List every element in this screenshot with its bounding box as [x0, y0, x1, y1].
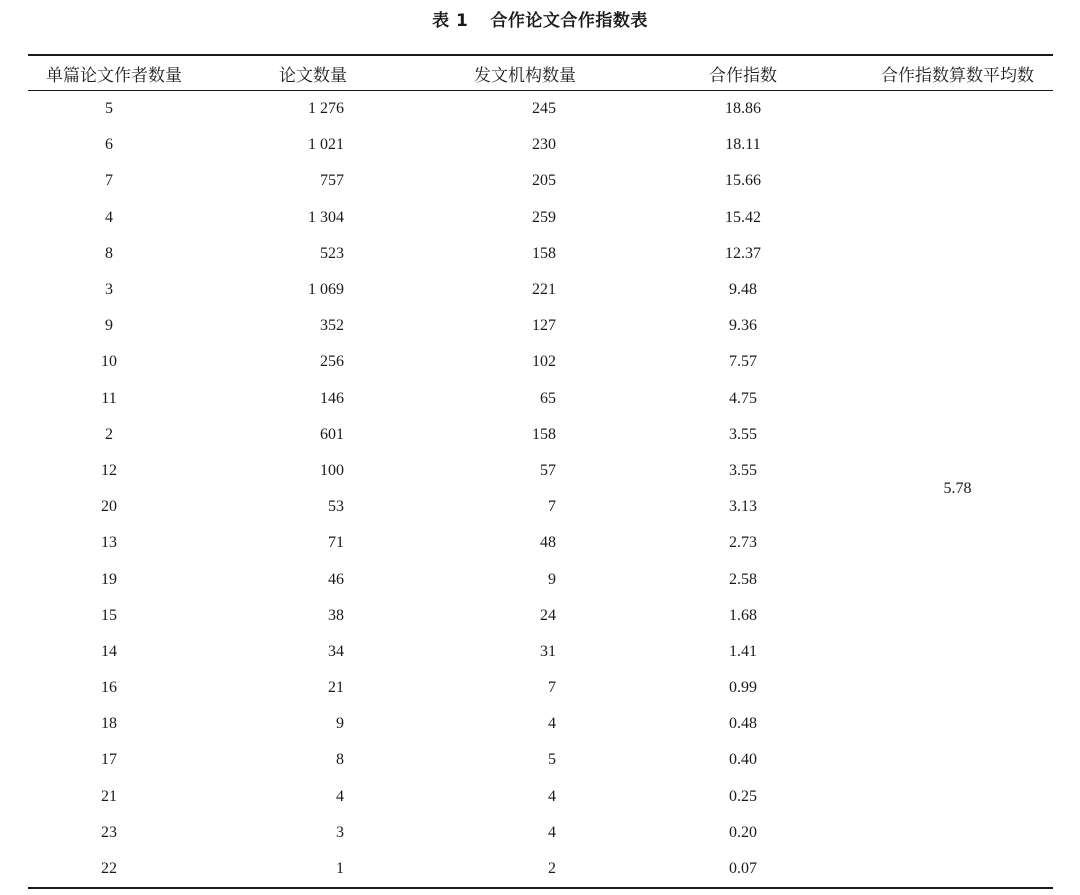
cell-cooperation-index: 9.36 — [729, 317, 757, 335]
cell-authors-per-paper: 21 — [101, 787, 117, 805]
cell-authors-per-paper: 18 — [101, 715, 117, 733]
cell-paper-count: 3 — [336, 823, 344, 841]
cell-paper-count: 100 — [320, 461, 344, 479]
cell-institution-count: 65 — [540, 389, 556, 407]
cell-institution-count: 127 — [532, 317, 556, 335]
cell-institution-count: 158 — [532, 244, 556, 262]
cell-institution-count: 57 — [540, 461, 556, 479]
header-index-mean: 合作指数算数平均数 — [862, 55, 1053, 91]
cell-institution-count: 5 — [548, 751, 556, 769]
cell-institution-count: 2 — [548, 860, 556, 878]
cell-cooperation-index: 3.55 — [729, 461, 757, 479]
table-header — [28, 55, 1053, 91]
header-paper-count: 论文数量 — [200, 55, 426, 91]
cell-authors-per-paper: 19 — [101, 570, 117, 588]
cell-institution-count: 7 — [548, 679, 556, 697]
cell-institution-count: 31 — [540, 642, 556, 660]
cell-cooperation-index: 4.75 — [729, 389, 757, 407]
cell-cooperation-index: 3.13 — [729, 498, 757, 516]
cell-paper-count: 523 — [320, 244, 344, 262]
cell-cooperation-index: 0.48 — [729, 715, 757, 733]
cell-institution-count: 48 — [540, 534, 556, 552]
cell-paper-count: 1 069 — [308, 281, 344, 299]
cell-cooperation-index: 1.68 — [729, 606, 757, 624]
cell-cooperation-index: 12.37 — [725, 244, 761, 262]
header-institution-count: 发文机构数量 — [426, 55, 624, 91]
table-body — [28, 91, 1053, 889]
table-row — [28, 91, 1053, 128]
cell-authors-per-paper: 23 — [101, 823, 117, 841]
cell-authors-per-paper: 7 — [105, 172, 113, 190]
cell-paper-count: 38 — [328, 606, 344, 624]
cell-institution-count: 4 — [548, 715, 556, 733]
cell-institution-count: 24 — [540, 606, 556, 624]
cell-authors-per-paper: 2 — [105, 425, 113, 443]
cell-paper-count: 21 — [328, 679, 344, 697]
cell-paper-count: 352 — [320, 317, 344, 335]
cell-authors-per-paper: 3 — [105, 281, 113, 299]
cell-cooperation-index: 0.07 — [729, 860, 757, 878]
cell-cooperation-index: 1.41 — [729, 642, 757, 660]
cell-paper-count: 146 — [320, 389, 344, 407]
cell-cooperation-index: 2.73 — [729, 534, 757, 552]
cell-cooperation-index: 18.86 — [725, 100, 761, 118]
cell-authors-per-paper: 9 — [105, 317, 113, 335]
header-row — [28, 55, 1053, 91]
cell-authors-per-paper: 12 — [101, 461, 117, 479]
cell-institution-count: 4 — [548, 823, 556, 841]
cell-cooperation-index: 9.48 — [729, 281, 757, 299]
table-number: 表 1 — [432, 11, 469, 31]
cell-cooperation-index: 18.11 — [725, 136, 761, 154]
cell-authors-per-paper: 14 — [101, 642, 117, 660]
cell-institution-count: 102 — [532, 353, 556, 371]
header-cooperation-index: 合作指数 — [624, 55, 862, 91]
cell-institution-count: 7 — [548, 498, 556, 516]
cell-paper-count: 601 — [320, 425, 344, 443]
cell-institution-count: 221 — [532, 281, 556, 299]
cell-authors-per-paper: 22 — [101, 860, 117, 878]
cell-paper-count: 4 — [336, 787, 344, 805]
cell-institution-count: 158 — [532, 425, 556, 443]
cell-authors-per-paper: 15 — [101, 606, 117, 624]
cell-paper-count: 1 021 — [308, 136, 344, 154]
cell-cooperation-index: 0.99 — [729, 679, 757, 697]
cell-authors-per-paper: 20 — [101, 498, 117, 516]
cell-authors-per-paper: 11 — [101, 389, 117, 407]
cell-cooperation-index: 15.66 — [725, 172, 761, 190]
cell-paper-count: 46 — [328, 570, 344, 588]
cell-index-mean: 5.78 — [943, 480, 972, 498]
cell-authors-per-paper: 13 — [101, 534, 117, 552]
cell-institution-count: 4 — [548, 787, 556, 805]
cell-paper-count: 256 — [320, 353, 344, 371]
cell-paper-count: 1 276 — [308, 100, 344, 118]
table-caption — [0, 8, 1080, 34]
cell-authors-per-paper: 10 — [101, 353, 117, 371]
cell-authors-per-paper: 5 — [105, 100, 113, 118]
cell-cooperation-index: 2.58 — [729, 570, 757, 588]
cell-cooperation-index: 3.55 — [729, 425, 757, 443]
cell-authors-per-paper: 6 — [105, 136, 113, 154]
cell-paper-count: 1 304 — [308, 208, 344, 226]
cell-institution-count: 205 — [532, 172, 556, 190]
cell-paper-count: 1 — [336, 860, 344, 878]
cell-cooperation-index: 0.25 — [729, 787, 757, 805]
cell-institution-count: 230 — [532, 136, 556, 154]
cooperation-index-table — [28, 54, 1053, 889]
cell-paper-count: 71 — [328, 534, 344, 552]
cell-paper-count: 757 — [320, 172, 344, 190]
cell-authors-per-paper: 16 — [101, 679, 117, 697]
cell-institution-count: 245 — [532, 100, 556, 118]
cell-institution-count: 259 — [532, 208, 556, 226]
cell-paper-count: 34 — [328, 642, 344, 660]
cell-cooperation-index: 7.57 — [729, 353, 757, 371]
cell-paper-count: 8 — [336, 751, 344, 769]
table-title: 合作论文合作指数表 — [490, 11, 648, 31]
cell-authors-per-paper: 8 — [105, 244, 113, 262]
cell-institution-count: 9 — [548, 570, 556, 588]
cell-paper-count: 53 — [328, 498, 344, 516]
cell-authors-per-paper: 4 — [105, 208, 113, 226]
cell-cooperation-index: 15.42 — [725, 208, 761, 226]
cell-cooperation-index: 0.40 — [729, 751, 757, 769]
cell-cooperation-index: 0.20 — [729, 823, 757, 841]
cell-authors-per-paper: 17 — [101, 751, 117, 769]
header-authors-per-paper: 单篇论文作者数量 — [28, 55, 200, 91]
cell-paper-count: 9 — [336, 715, 344, 733]
